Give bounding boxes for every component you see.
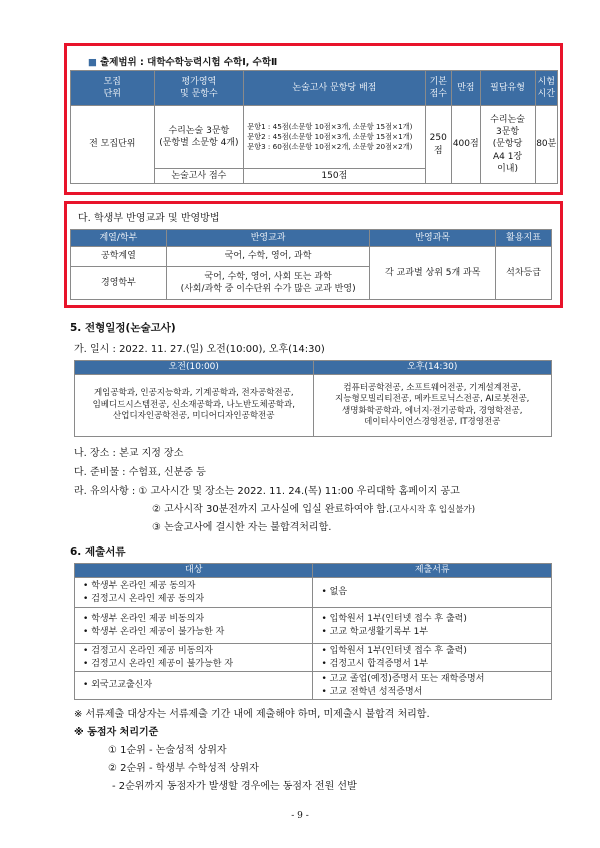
subjects-cell: 국어, 수학, 영어, 사회 또는 과학 (사회/과학 중 이수단위 수가 많은 교과 반영)	[166, 267, 370, 300]
score-line: 문항2 : 45점(소문항 10점×3개, 소문항 15점×1개)	[247, 132, 413, 142]
score-line: 문항3 : 60점(소문항 10점×2개, 소문항 20점×2개)	[247, 141, 413, 151]
exam-prep: 다. 준비물 : 수험표, 신분증 등	[74, 467, 206, 478]
col-course: 반영과목	[370, 230, 496, 247]
list-item: • 없음	[321, 587, 348, 598]
section5-heading: 5. 전형일정(논술고사)	[70, 322, 176, 334]
target-cell	[75, 644, 313, 672]
subjects-cell: 국어, 수학, 영어, 과학	[166, 247, 370, 267]
unit-cell: 전 모집단위	[71, 106, 155, 184]
dept-cell: 공학계열	[71, 247, 167, 267]
subject-title: 다. 학생부 반영교과 및 반영방법	[78, 213, 220, 224]
exam-range-title: ■ 출제범위 : 대학수학능력시험 수학Ⅰ, 수학Ⅱ	[88, 57, 278, 68]
course-cell: 각 교과별 상위 5개 과목	[370, 247, 496, 300]
list-item: • 검정고시 온라인 제공 비동의자	[83, 646, 213, 657]
list-item: • 입학원서 1부(인터넷 접수 후 출력)	[321, 614, 467, 625]
list-item: • 검정고시 온라인 제공 동의자	[83, 593, 205, 604]
section6-heading: 6. 제출서류	[70, 546, 126, 558]
total-label: 논술고사 점수	[154, 169, 244, 184]
list-item: • 고교 학교생활기록부 1부	[321, 626, 429, 637]
list-item: • 학생부 온라인 제공 동의자	[83, 581, 196, 592]
docs-cell	[313, 578, 552, 608]
list-item: • 검정고시 합격증명서 1부	[321, 658, 429, 669]
score-line: 문항1 : 45점(소문항 10점×3개, 소문항 15점×1개)	[247, 122, 413, 132]
list-item: • 고교 졸업(예정)증명서 또는 재학증명서	[321, 674, 485, 685]
target-cell	[75, 672, 313, 700]
full-cell: 400점	[452, 106, 481, 184]
pm-header: 오후(14:30)	[313, 361, 552, 375]
square-bullet-icon: ■	[88, 57, 97, 68]
list-item: • 학생부 온라인 제공 비동의자	[83, 614, 205, 625]
exam-note2: ② 고사시작 30분전까지 고사실에 입실 완료하여야 함.(고사시작 후 입실불가)	[152, 504, 476, 515]
indicator-cell: 석차등급	[496, 247, 552, 300]
tie-rule-3: - 2순위까지 동점자가 발생할 경우에는 동점자 전원 선발	[112, 781, 357, 792]
am-header: 오전(10:00)	[75, 361, 314, 375]
col-indicator: 활용지표	[496, 230, 552, 247]
list-item: • 학생부 온라인 제공이 불가능한 자	[83, 626, 225, 637]
target-cell	[75, 608, 313, 644]
type-cell: 수리논술 3문항 (문항당 A4 1장 이내)	[480, 106, 535, 184]
list-item: • 고교 전학년 성적증명서	[321, 686, 423, 697]
area-cell: 수리논술 3문항 (문항별 소문항 4개)	[154, 106, 244, 169]
col-target: 대상	[75, 564, 313, 578]
list-item: • 외국고교출신자	[83, 680, 153, 691]
pm-depts: 컴퓨터공학전공, 소프트웨어전공, 기계설계전공, 지능형모빌리티전공, 메카트로닉스전공, AI로봇전공, 생명화학공학과, 에너지·전기공학과, 경영학전공, 데이터사이언스경영전공, IT경영전공	[313, 375, 552, 437]
subject-table	[70, 229, 552, 300]
col-dept: 계열/학부	[71, 230, 167, 247]
docs-cell	[313, 672, 552, 700]
exam-table	[70, 70, 558, 184]
col-subjects: 반영교과	[166, 230, 370, 247]
col-full: 만점	[452, 71, 481, 106]
exam-note1: 라. 유의사항 : ① 고사시간 및 장소는 2022. 11. 24.(목) 11:00 우리대학 홈페이지 공고	[74, 486, 460, 497]
docs-cell	[313, 608, 552, 644]
col-unit: 모집 단위	[71, 71, 155, 106]
tie-title: ※ 동점자 처리기준	[74, 727, 159, 738]
target-cell	[75, 578, 313, 608]
time-cell: 80분	[535, 106, 557, 184]
col-score: 논술고사 문항당 배점	[244, 71, 425, 106]
col-time: 시험 시간	[535, 71, 557, 106]
docs-cell	[313, 644, 552, 672]
tie-rule-1: ① 1순위 - 논술성적 상위자	[108, 745, 227, 756]
am-depts: 게임공학과, 인공지능학과, 기계공학과, 전자공학전공, 임베디드시스템전공, 신소재공학과, 나노반도체공학과, 산업디자인공학전공, 미디어디자인공학전공	[75, 375, 314, 437]
list-item: • 검정고시 온라인 제공이 불가능한 자	[83, 658, 234, 669]
schedule-table	[74, 360, 552, 437]
dept-cell: 경영학부	[71, 267, 167, 300]
score-cell	[244, 106, 425, 169]
total-value: 150점	[244, 169, 425, 184]
base-cell: 250점	[425, 106, 451, 184]
documents-table	[74, 563, 552, 700]
page-number: - 9 -	[291, 811, 309, 821]
col-docs: 제출서류	[313, 564, 552, 578]
list-item: • 입학원서 1부(인터넷 접수 후 출력)	[321, 646, 467, 657]
col-area: 평가영역 및 문항수	[154, 71, 244, 106]
col-type: 필답유형	[480, 71, 535, 106]
exam-note3: ③ 논술고사에 결시한 자는 불합격처리함.	[152, 522, 332, 533]
submission-note: ※ 서류제출 대상자는 서류제출 기간 내에 제출해야 하며, 미제출시 불합격 처리함.	[74, 709, 430, 720]
col-base: 기본 점수	[425, 71, 451, 106]
exam-date: 가. 일시 : 2022. 11. 27.(일) 오전(10:00), 오후(14:30)	[74, 344, 325, 355]
exam-place: 나. 장소 : 본교 지정 장소	[74, 448, 184, 459]
tie-rule-2: ② 2순위 - 학생부 수학성적 상위자	[108, 763, 259, 774]
